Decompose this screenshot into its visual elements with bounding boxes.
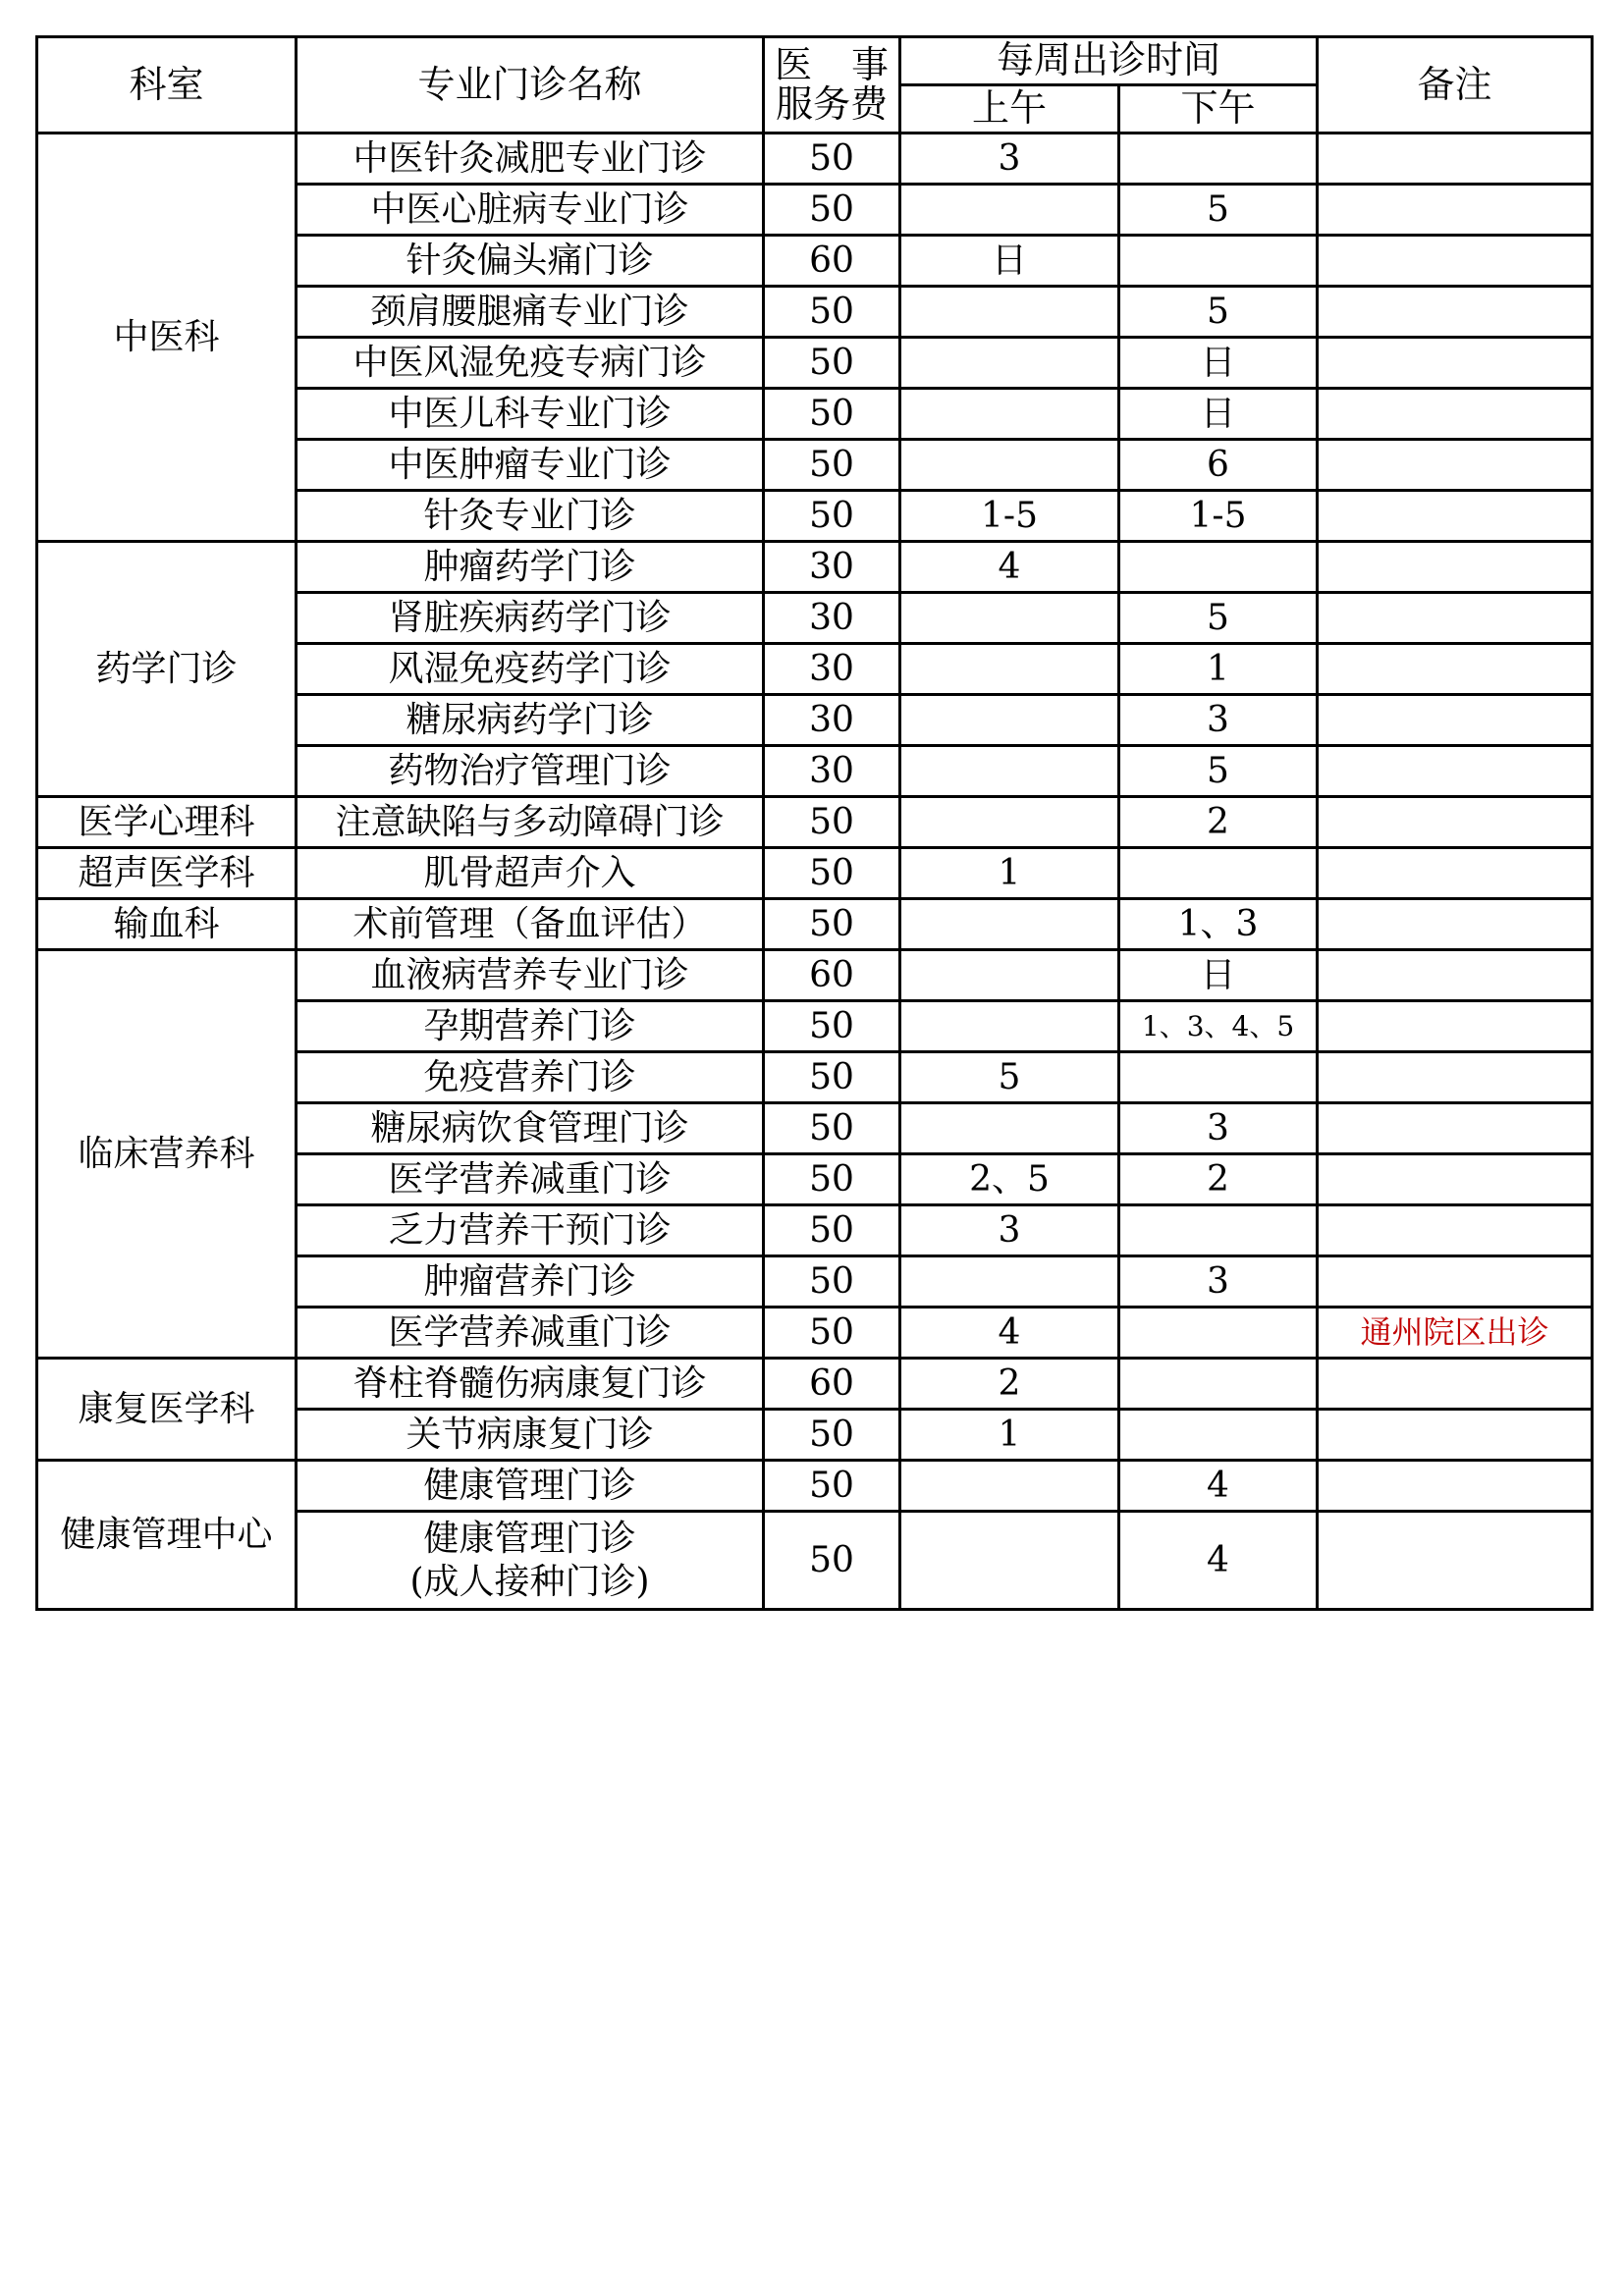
morning-cell: [900, 593, 1119, 644]
afternoon-cell: [1119, 848, 1318, 899]
morning-cell: [900, 746, 1119, 797]
clinic-name-cell: 乏力营养干预门诊: [297, 1205, 764, 1256]
remarks-cell: [1318, 593, 1593, 644]
clinic-name-cell: 颈肩腰腿痛专业门诊: [297, 287, 764, 338]
afternoon-cell: [1119, 1410, 1318, 1461]
morning-cell: [900, 695, 1119, 746]
clinic-name-cell: 中医针灸减肥专业门诊: [297, 133, 764, 185]
fee-cell: 60: [764, 950, 900, 1001]
remarks-cell: [1318, 338, 1593, 389]
table-row: [37, 1461, 1593, 1512]
remarks-cell: [1318, 1461, 1593, 1512]
clinic-name-cell: 术前管理（备血评估）: [297, 899, 764, 950]
fee-cell: 50: [764, 899, 900, 950]
fee-cell: 50: [764, 133, 900, 185]
afternoon-cell: [1119, 1359, 1318, 1410]
fee-cell: 30: [764, 542, 900, 593]
remarks-cell: [1318, 236, 1593, 287]
clinic-schedule-table: [35, 35, 1594, 1611]
remarks-cell: [1318, 1154, 1593, 1205]
clinic-name-cell: 关节病康复门诊: [297, 1410, 764, 1461]
afternoon-cell: 3: [1119, 1256, 1318, 1308]
afternoon-cell: 日: [1119, 389, 1318, 440]
table-row: [37, 950, 1593, 1001]
clinic-name-cell: 中医儿科专业门诊: [297, 389, 764, 440]
table-row: [37, 899, 1593, 950]
morning-cell: 1: [900, 1410, 1119, 1461]
clinic-name-cell: 医学营养减重门诊: [297, 1154, 764, 1205]
fee-cell: 50: [764, 1154, 900, 1205]
morning-cell: 1-5: [900, 491, 1119, 542]
remarks-cell: [1318, 950, 1593, 1001]
morning-cell: [900, 440, 1119, 491]
remarks-cell: [1318, 491, 1593, 542]
morning-cell: [900, 338, 1119, 389]
fee-cell: 30: [764, 746, 900, 797]
fee-cell: 50: [764, 1461, 900, 1512]
fee-cell: 50: [764, 389, 900, 440]
remarks-cell: [1318, 1256, 1593, 1308]
remarks-cell: [1318, 389, 1593, 440]
remarks-cell: [1318, 1001, 1593, 1052]
remarks-cell: [1318, 133, 1593, 185]
remarks-cell: [1318, 542, 1593, 593]
fee-cell: 50: [764, 440, 900, 491]
fee-cell: 50: [764, 1205, 900, 1256]
remarks-cell: [1318, 1512, 1593, 1610]
header-fee-part-a: 医: [775, 42, 813, 86]
table-row: [37, 542, 1593, 593]
clinic-name-cell: 肿瘤药学门诊: [297, 542, 764, 593]
morning-cell: [900, 1461, 1119, 1512]
fee-cell: 60: [764, 1359, 900, 1410]
clinic-name-cell: 糖尿病饮食管理门诊: [297, 1103, 764, 1154]
afternoon-cell: 1、3: [1119, 899, 1318, 950]
afternoon-cell: 4: [1119, 1461, 1318, 1512]
header-fee: [764, 37, 900, 133]
morning-cell: [900, 287, 1119, 338]
fee-cell: 50: [764, 1052, 900, 1103]
clinic-name-cell: 健康管理门诊: [297, 1461, 764, 1512]
clinic-name-line1: 健康管理门诊: [423, 1519, 636, 1560]
fee-cell: 60: [764, 236, 900, 287]
clinic-name-cell: 肿瘤营养门诊: [297, 1256, 764, 1308]
header-weekly-time: 每周出诊时间: [900, 37, 1318, 85]
morning-cell: [900, 1512, 1119, 1610]
header-afternoon: 下午: [1119, 85, 1318, 133]
dept-cell: 超声医学科: [37, 848, 297, 899]
morning-cell: 日: [900, 236, 1119, 287]
afternoon-cell: 5: [1119, 593, 1318, 644]
dept-cell: 输血科: [37, 899, 297, 950]
remarks-cell: [1318, 848, 1593, 899]
header-dept: 科室: [37, 37, 297, 133]
morning-cell: [900, 389, 1119, 440]
remarks-cell: [1318, 695, 1593, 746]
clinic-name-cell: 血液病营养专业门诊: [297, 950, 764, 1001]
remarks-cell: [1318, 797, 1593, 848]
fee-cell: 50: [764, 338, 900, 389]
table-row: [37, 1359, 1593, 1410]
afternoon-cell: 日: [1119, 950, 1318, 1001]
morning-cell: 3: [900, 133, 1119, 185]
clinic-name-cell: 中医心脏病专业门诊: [297, 185, 764, 236]
afternoon-cell: [1119, 542, 1318, 593]
remarks-cell: [1318, 1410, 1593, 1461]
clinic-name-cell: 药物治疗管理门诊: [297, 746, 764, 797]
morning-cell: 1: [900, 848, 1119, 899]
fee-cell: 30: [764, 593, 900, 644]
clinic-name-cell: 免疫营养门诊: [297, 1052, 764, 1103]
dept-cell: 健康管理中心: [37, 1461, 297, 1610]
afternoon-cell: 5: [1119, 287, 1318, 338]
header-remarks: 备注: [1318, 37, 1593, 133]
fee-cell: 50: [764, 848, 900, 899]
dept-cell: 医学心理科: [37, 797, 297, 848]
header-fee-line2: 服务费: [775, 81, 888, 126]
morning-cell: 2、5: [900, 1154, 1119, 1205]
dept-cell: 中医科: [37, 133, 297, 542]
fee-cell: 50: [764, 287, 900, 338]
remarks-cell: [1318, 746, 1593, 797]
schedule-body: [37, 133, 1593, 1610]
header-morning: 上午: [900, 85, 1119, 133]
remarks-cell: 通州院区出诊: [1318, 1308, 1593, 1359]
clinic-name-line2: (成人接种门诊): [409, 1561, 650, 1602]
morning-cell: [900, 1001, 1119, 1052]
clinic-name-cell: 肾脏疾病药学门诊: [297, 593, 764, 644]
dept-cell: 药学门诊: [37, 542, 297, 797]
remarks-cell: [1318, 899, 1593, 950]
afternoon-cell: 4: [1119, 1512, 1318, 1610]
clinic-name-cell: 中医肿瘤专业门诊: [297, 440, 764, 491]
remarks-cell: [1318, 1205, 1593, 1256]
afternoon-cell: 2: [1119, 797, 1318, 848]
fee-cell: 30: [764, 695, 900, 746]
clinic-name-cell: 糖尿病药学门诊: [297, 695, 764, 746]
header-fee-part-b: 事: [850, 42, 889, 86]
morning-cell: 4: [900, 542, 1119, 593]
table-row: [37, 848, 1593, 899]
clinic-name-cell: 孕期营养门诊: [297, 1001, 764, 1052]
morning-cell: [900, 950, 1119, 1001]
fee-cell: 50: [764, 1308, 900, 1359]
remarks-cell: [1318, 1103, 1593, 1154]
afternoon-cell: 5: [1119, 746, 1318, 797]
remarks-cell: [1318, 1052, 1593, 1103]
dept-cell: 康复医学科: [37, 1359, 297, 1461]
afternoon-cell: 1: [1119, 644, 1318, 695]
afternoon-cell: [1119, 1308, 1318, 1359]
afternoon-cell: 5: [1119, 185, 1318, 236]
fee-cell: 30: [764, 644, 900, 695]
morning-cell: [900, 185, 1119, 236]
afternoon-cell: [1119, 1052, 1318, 1103]
morning-cell: 3: [900, 1205, 1119, 1256]
afternoon-cell: 3: [1119, 1103, 1318, 1154]
fee-cell: 50: [764, 1410, 900, 1461]
fee-cell: 50: [764, 1256, 900, 1308]
morning-cell: [900, 899, 1119, 950]
afternoon-cell: 2: [1119, 1154, 1318, 1205]
morning-cell: 2: [900, 1359, 1119, 1410]
morning-cell: [900, 644, 1119, 695]
clinic-name-cell: 注意缺陷与多动障碍门诊: [297, 797, 764, 848]
afternoon-cell: 1-5: [1119, 491, 1318, 542]
morning-cell: [900, 1103, 1119, 1154]
clinic-name-cell: [297, 1512, 764, 1610]
afternoon-cell: [1119, 1205, 1318, 1256]
afternoon-cell: 日: [1119, 338, 1318, 389]
clinic-name-cell: 针灸专业门诊: [297, 491, 764, 542]
fee-cell: 50: [764, 1512, 900, 1610]
remarks-cell: [1318, 644, 1593, 695]
fee-cell: 50: [764, 1001, 900, 1052]
header-clinic-name: 专业门诊名称: [297, 37, 764, 133]
table-row: [37, 133, 1593, 185]
clinic-name-cell: 中医风湿免疫专病门诊: [297, 338, 764, 389]
fee-cell: 50: [764, 491, 900, 542]
fee-cell: 50: [764, 1103, 900, 1154]
fee-cell: 50: [764, 797, 900, 848]
fee-cell: 50: [764, 185, 900, 236]
afternoon-cell: [1119, 133, 1318, 185]
morning-cell: 5: [900, 1052, 1119, 1103]
afternoon-cell: 6: [1119, 440, 1318, 491]
afternoon-cell: 1、3、4、5: [1119, 1001, 1318, 1052]
clinic-name-cell: 风湿免疫药学门诊: [297, 644, 764, 695]
table-row: [37, 797, 1593, 848]
remarks-cell: [1318, 1359, 1593, 1410]
afternoon-cell: 3: [1119, 695, 1318, 746]
clinic-name-cell: 脊柱脊髓伤病康复门诊: [297, 1359, 764, 1410]
clinic-name-cell: 肌骨超声介入: [297, 848, 764, 899]
morning-cell: 4: [900, 1308, 1119, 1359]
remarks-cell: [1318, 440, 1593, 491]
morning-cell: [900, 797, 1119, 848]
remarks-cell: [1318, 287, 1593, 338]
dept-cell: 临床营养科: [37, 950, 297, 1359]
afternoon-cell: [1119, 236, 1318, 287]
clinic-name-cell: 针灸偏头痛门诊: [297, 236, 764, 287]
morning-cell: [900, 1256, 1119, 1308]
clinic-name-cell: 医学营养减重门诊: [297, 1308, 764, 1359]
remarks-cell: [1318, 185, 1593, 236]
